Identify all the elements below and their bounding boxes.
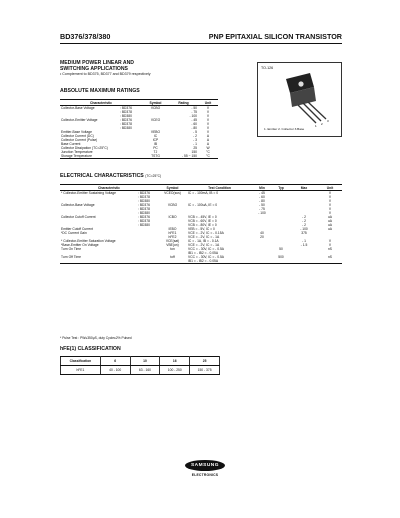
ec-cell: - 2 — [302, 219, 306, 223]
classification-cell: 63 - 160 — [130, 366, 160, 375]
abs-cell: - 75 — [191, 110, 197, 114]
ec-cell: *DC Current Gain — [61, 231, 87, 235]
ec-cell: VCB = - 60V, IE = 0 — [188, 219, 217, 223]
ec-cell: toff — [170, 255, 175, 259]
abs-cell: Junction Temperature — [61, 150, 93, 154]
ec-cell: VCC = - 30V, IC = - 0.5A — [188, 247, 224, 251]
ec-header-min: Min — [252, 185, 272, 191]
ec-cell: : BD376 — [138, 191, 150, 195]
ec-cell: IB1 = - IB2 = - 0.05A — [187, 259, 252, 264]
abs-cell: Storage Temperature — [60, 154, 118, 159]
ec-cell: *Base-Emitter On Voltage — [61, 243, 99, 247]
ec-cell: - 1 — [302, 239, 306, 243]
classification-row — [61, 366, 220, 375]
abs-cell: A — [206, 138, 210, 142]
ec-cell: 500 — [278, 255, 284, 259]
abs-cell: TSTG — [142, 154, 169, 159]
logo-brand: SAMSUNG — [190, 463, 220, 468]
ec-cell — [318, 259, 342, 264]
ec-cell: 50 — [279, 247, 283, 251]
classification-header-cell: 10 — [130, 357, 160, 366]
ec-cell: V — [328, 195, 332, 199]
ec-cell: : BD378 — [138, 219, 150, 223]
abs-header-symbol: Symbol — [142, 100, 169, 106]
abs-cell: PC — [153, 146, 158, 150]
ec-cell: - 60 — [259, 195, 265, 199]
ec-cell: - 50 — [259, 203, 265, 207]
abs-cell: W — [206, 146, 210, 150]
abs-cell: V — [206, 114, 210, 118]
features-heading-2: SWITCHING APPLICATIONS — [60, 66, 128, 73]
abs-cell: IC — [153, 134, 158, 138]
ec-cell: : BD380 — [138, 223, 150, 227]
ec-header-unit: Unit — [318, 185, 342, 191]
ec-cell — [60, 259, 136, 264]
abs-cell: - 2 — [193, 134, 197, 138]
ec-cell: IEBO — [168, 227, 177, 231]
ec-cell: nS — [327, 247, 333, 251]
abs-cell: V — [206, 118, 210, 122]
package-drawing — [257, 62, 342, 137]
abs-cell: : BD378 — [120, 122, 132, 126]
ec-cell: : BD380 — [138, 199, 150, 203]
abs-cell: : BD376 — [120, 118, 132, 122]
abs-cell: TJ — [153, 150, 158, 154]
abs-max-title: ABSOLUTE MAXIMUM RATINGS — [60, 88, 140, 94]
elec-char-table — [60, 184, 342, 264]
ec-cell: - 75 — [259, 207, 265, 211]
ec-cell: ICBO — [168, 215, 177, 219]
ec-header-max: Max — [290, 185, 318, 191]
ec-cell: - 45 — [259, 191, 265, 195]
package-label: TO-126 — [261, 66, 274, 70]
abs-cell: Collector Dissipation (TC=25°C) — [61, 146, 108, 150]
ec-cell: VCE(sat) — [165, 239, 180, 243]
abs-cell: Collector Current (DC) — [61, 134, 94, 138]
ec-cell: VCE = - 2V, IC = - 1A — [188, 243, 220, 247]
abs-cell: Collector-Emitter Voltage — [61, 118, 98, 122]
ec-cell: Collector-Base Voltage — [61, 203, 95, 207]
ec-cell: VCB = - 80V, IE = 0 — [188, 223, 217, 227]
abs-cell: 150 — [191, 150, 197, 154]
ec-cell: IC = - 1A, IB = - 0.1A — [188, 239, 219, 243]
part-numbers: BD376/378/380 — [60, 32, 111, 41]
features-block — [60, 60, 220, 77]
classification-cell: hFE1 — [61, 366, 101, 375]
ec-cell — [252, 259, 272, 264]
ec-cell: - 2 — [302, 223, 306, 227]
abs-cell: V — [206, 130, 210, 134]
ec-cell — [290, 259, 318, 264]
abs-cell — [118, 154, 142, 159]
ec-cell: V — [328, 203, 332, 207]
classification-cell: 40 - 100 — [100, 366, 130, 375]
ec-cell: 375 — [301, 231, 307, 235]
ec-cell: V — [328, 207, 332, 211]
abs-cell: V — [206, 126, 210, 130]
abs-cell: IB — [153, 142, 158, 146]
ec-cell: IC = - 100mA, IB = 0 — [188, 191, 219, 195]
classification-title: hFE(1) CLASSIFICATION — [60, 346, 121, 352]
abs-cell: - 60 — [191, 122, 197, 126]
ec-cell: * Collector-Emitter Saturation Voltage — [61, 239, 116, 243]
elec-char-condition: (TC=25°C) — [145, 174, 162, 178]
abs-cell: VEBO — [150, 130, 161, 134]
svg-text:1: 1 — [315, 124, 317, 128]
elec-char-title-text: ELECTRICAL CHARACTERISTICS — [60, 173, 144, 179]
abs-cell: : BD376 — [120, 106, 132, 110]
abs-cell: °C — [198, 154, 218, 159]
abs-header-rating: Rating — [169, 100, 198, 106]
abs-cell: : BD380 — [120, 126, 132, 130]
ec-cell: hFE2 — [168, 235, 177, 239]
ec-cell: Collector Cutoff Current — [61, 215, 96, 219]
abs-header-characteristic: Characteristic — [60, 100, 142, 106]
ec-cell: V — [328, 199, 332, 203]
ec-cell: VBE(on) — [166, 243, 179, 247]
svg-text:3: 3 — [327, 119, 329, 123]
ec-cell: Turn Off Time — [61, 255, 81, 259]
abs-cell: A — [206, 142, 210, 146]
abs-cell: - 5 — [193, 130, 197, 134]
abs-header-unit: Unit — [198, 100, 218, 106]
classification-header-cell: Classification — [61, 357, 101, 366]
ec-cell: : BD376 — [138, 203, 150, 207]
abs-cell: - 55 ~ 150 — [169, 154, 198, 159]
features-heading-1: MEDIUM POWER LINEAR AND — [60, 60, 134, 66]
document-title: PNP EPITAXIAL SILICON TRANSISTOR — [208, 32, 342, 41]
ec-cell: 20 — [260, 235, 264, 239]
ec-cell — [272, 259, 290, 264]
ec-cell: VCBO — [167, 203, 178, 207]
ec-cell: - 80 — [259, 199, 265, 203]
ec-cell: : BD378 — [138, 195, 150, 199]
ec-cell: V — [328, 239, 332, 243]
abs-cell: Emitter-Base Voltage — [61, 130, 92, 134]
ec-cell: uA — [327, 223, 333, 227]
logo-tagline: ELECTRONICS — [191, 473, 219, 477]
abs-cell: - 1 — [193, 142, 197, 146]
ec-cell: VCEO(sus) — [164, 191, 181, 195]
ec-cell: : BD380 — [138, 211, 150, 215]
complement-note: • Complement to BD375, BD377 and BD379 respectively — [60, 72, 151, 77]
abs-cell: - 80 — [191, 126, 197, 130]
ec-cell — [136, 259, 158, 264]
page-header — [60, 32, 342, 44]
ec-cell: - 100 — [258, 211, 266, 215]
classification-header-cell: 25 — [190, 357, 220, 366]
ec-cell: Emitter Cutoff Current — [61, 227, 94, 231]
classification-header-cell: 16 — [160, 357, 190, 366]
ec-cell: - 100 — [300, 227, 308, 231]
abs-cell: Collector Current (Pulse) — [61, 138, 98, 142]
ec-cell: nS — [327, 255, 333, 259]
abs-cell: Base Current — [61, 142, 81, 146]
pin-legend: 1. Emitter 2. Collector 3.Base — [264, 127, 305, 131]
ec-cell: IC = - 100uA, IE = 0 — [188, 203, 218, 207]
ec-header-typ: Typ — [272, 185, 290, 191]
ec-cell — [158, 259, 187, 264]
ec-cell: : BD378 — [138, 207, 150, 211]
ec-row — [60, 259, 342, 264]
ec-header-test-condition: Test Condition — [187, 185, 252, 191]
logo-oval — [185, 460, 225, 471]
elec-char-title — [60, 173, 161, 179]
abs-cell: 25 — [193, 146, 197, 150]
abs-cell: - 3 — [193, 138, 197, 142]
ec-cell: VCE = - 2V, IC = - 1A — [188, 235, 220, 239]
classification-table — [60, 356, 220, 375]
ec-cell: - 2 — [302, 215, 306, 219]
ec-cell: uA — [327, 227, 333, 231]
classification-cell: 100 - 250 — [160, 366, 190, 375]
classification-cell: 150 - 375 — [190, 366, 220, 375]
abs-max-table — [60, 99, 218, 159]
abs-cell: VCEO — [150, 118, 161, 122]
ec-header-characteristic: Characteristic — [60, 185, 158, 191]
ec-cell: IB1 = - IB2 = - 0.05A — [188, 251, 219, 255]
svg-text:2: 2 — [321, 122, 323, 126]
abs-cell: V — [206, 106, 210, 110]
abs-cell: : BD380 — [120, 114, 132, 118]
abs-cell: - 45 — [191, 118, 197, 122]
abs-cell: - 100 — [189, 114, 197, 118]
abs-cell: V — [206, 110, 210, 114]
ec-cell: V — [328, 243, 332, 247]
ec-cell: VCB = - 45V, IE = 0 — [188, 215, 217, 219]
ec-cell: 40 — [260, 231, 264, 235]
ec-cell: hFE1 — [168, 231, 177, 235]
abs-cell: : BD378 — [120, 110, 132, 114]
ec-cell: * Collector-Emitter Sustaining Voltage — [61, 191, 116, 195]
ec-cell: VCE = - 2V, IC = - 0.15A — [188, 231, 224, 235]
abs-cell: V — [206, 122, 210, 126]
ec-cell: Turn On Time — [61, 247, 82, 251]
ec-cell: uA — [327, 219, 333, 223]
abs-cell: Collector-Base Voltage — [61, 106, 95, 110]
pulse-test-note: * Pulse Test : PW≤350μS, duty Cycle≤2% Pulsed — [60, 336, 132, 340]
ec-cell: VEB = - 5V, IC = 0 — [188, 227, 215, 231]
ec-header-symbol: Symbol — [158, 185, 187, 191]
abs-cell: VCBO — [150, 106, 161, 110]
samsung-logo — [185, 460, 225, 480]
ec-cell: ton — [170, 247, 175, 251]
ec-cell: : BD376 — [138, 215, 150, 219]
abs-cell: A — [206, 134, 210, 138]
ec-cell: - 1.5 — [300, 243, 308, 247]
ec-cell: V — [328, 211, 332, 215]
abs-row — [60, 154, 218, 159]
ec-cell: V — [328, 191, 332, 195]
abs-cell: °C — [206, 150, 210, 154]
ec-cell: uA — [327, 215, 333, 219]
abs-cell: ICP — [152, 138, 159, 142]
classification-header-cell: 6 — [100, 357, 130, 366]
ec-cell: VCC = - 30V, IC = - 0.5A — [188, 255, 224, 259]
abs-cell: - 50 — [191, 106, 197, 110]
